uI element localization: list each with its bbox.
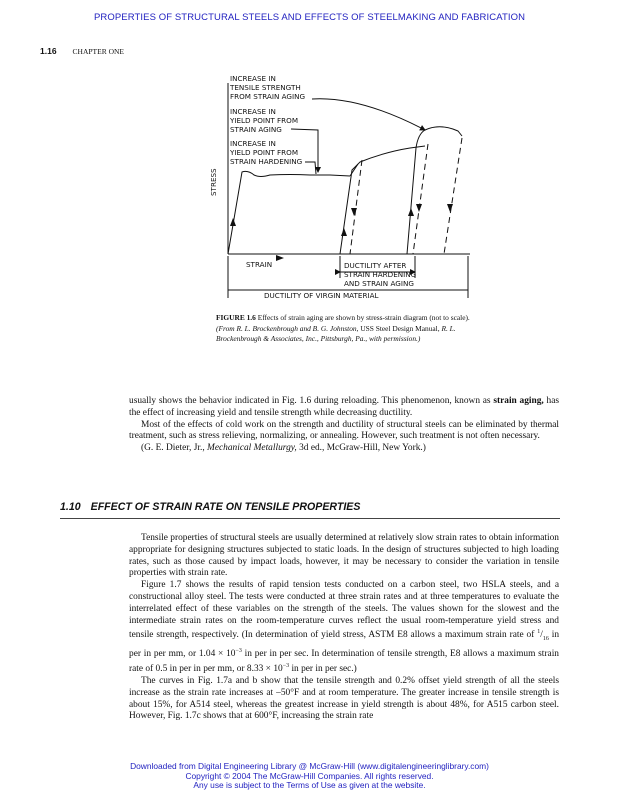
label-yield-hard-2: YIELD POINT FROM (230, 148, 299, 157)
label-ductility-after-2: STRAIN HARDENING (344, 270, 417, 279)
ref-title: Mechanical Metallurgy, (207, 443, 297, 454)
paragraph-cold-work: Most of the effects of cold work on the strength and ductility of structural steels can be eliminated by thermal treatment, such as stress relieving, normalizing, or annealing. However, such treatment is not often necessary. (129, 419, 559, 442)
reference-dieter (129, 443, 559, 455)
unload-line-3 (444, 138, 462, 254)
caption-text: Effects of strain aging are shown by stress-strain diagram (not to scale). (257, 313, 470, 322)
caption-source: (From R. L. Brockenbrough and B. G. Johnston, (216, 323, 359, 333)
virgin-curve (228, 171, 350, 254)
header-banner: PROPERTIES OF STRUCTURAL STEELS AND EFFECTS OF STEELMAKING AND FABRICATION (93, 12, 526, 23)
label-yield-aging-1: INCREASE IN (230, 107, 276, 116)
section-title: EFFECT OF STRAIN RATE ON TENSILE PROPERTIES (90, 501, 361, 513)
page-number: 1.16 (40, 46, 57, 56)
label-tensile-1: INCREASE IN (230, 74, 276, 83)
paragraph-figure-1-7: Figure 1.7 shows the results of rapid tension tests conducted on a carbon steel, two HSLA steels, and a constructional alloy steel. The tests were conducted at three strain rates and at three temperatures to evaluate the interrelated effect of these variables on the strength of the steels. The values shown for the slowest and the intermediate strain rates on the room-temperature curves reflect the usual room-temperature yield stress and tensile strength, respectively. (In determination of yield stress, ASTM E8 allows a maximum strain rate of $^1/_{16}$ in per in per mm, or $1.04 \times 10^{-3}$ in per in per sec. In determination of tensile strength, E8 allows a maximum strain rate of 0.5 in per in per mm, or $8.33 \times 10^{-3}$ in per in per sec.) (129, 580, 560, 675)
reload-curve-1b (350, 164, 358, 176)
body-section-strain-rate (129, 533, 559, 723)
label-yield-aging-3: STRAIN AGING (230, 125, 282, 134)
fraction-denominator: 16 (542, 636, 549, 643)
figure-caption (216, 313, 478, 345)
p2-part-b: in per in per mm, or 1.04 × 10 (129, 630, 560, 660)
label-tensile-2: TENSILE STRENGTH (230, 83, 301, 92)
exponent-2: −3 (282, 663, 290, 670)
p2-part-a: Figure 1.7 shows the results of rapid tension tests conducted on a carbon steel, two HSLA steels, and a constructional alloy steel. The tests were conducted at three strain rates and at three temperatures to evaluate the interrelated effect of these variables on the strength of the steels. The values shown for the slowest and the intermediate strain rates on the room-temperature curves reflect the usual room-temperature yield stress and tensile strength, respectively. (In determination of yield stress, ASTM E8 allows a maximum strain rate of (129, 580, 559, 641)
label-ductility-after-1: DUCTILITY AFTER (344, 261, 407, 270)
label-yield-hard-1: INCREASE IN (230, 139, 276, 148)
p1-start: usually shows the behavior indicated in Fig. 1.6 during reloading. This phenomenon, known as (129, 396, 491, 406)
section-rule (60, 518, 560, 519)
p2-part-d: in per in per sec.) (291, 664, 357, 675)
caption-label: FIGURE 1.6 (216, 313, 256, 322)
ref-end: 3d ed., McGraw-Hill, New York.) (299, 443, 426, 454)
leader-tensile (312, 99, 425, 130)
stress-strain-figure (200, 68, 480, 308)
footer-notice (0, 762, 619, 791)
label-ductility-virgin: DUCTILITY OF VIRGIN MATERIAL (264, 291, 379, 300)
p1-end: has the effect of increasing yield and tensile strength while decreasing ductility. (129, 396, 559, 418)
leader-yield-hard (305, 162, 316, 174)
label-yield-aging-2: YIELD POINT FROM (230, 116, 299, 125)
section-heading (60, 501, 560, 513)
paragraph-strain-rate-intro: Tensile properties of structural steels are usually determined at relatively slow strain rates to obtain information appropriate for designing structures subjected to static loads. In the design of structures subjected to high loading rates, such as those caused by impact loads, however, it may be necessary to consider the variation in tensile properties with strain rate. (129, 533, 559, 579)
label-tensile-3: FROM STRAIN AGING (230, 92, 306, 101)
label-ductility-after-3: AND STRAIN AGING (344, 279, 414, 288)
reload-curve-1 (340, 146, 425, 254)
p2-part-c: in per in per sec. In determination of tensile strength, E8 allows a maximum strain rate of 0.5 in per in per mm, or 8.33 × 10 (129, 649, 559, 675)
section-number: 1.10 (60, 501, 81, 513)
footer-terms[interactable]: Any use is subject to the Terms of Use as given at the website. (193, 780, 426, 791)
footer-download-link[interactable]: Downloaded from Digital Engineering Library @ McGraw-Hill (www.digitalengineeringlibrary.com) (130, 761, 489, 771)
caption-publisher: USS Steel Design Manual, (360, 323, 440, 333)
label-yield-hard-3: STRAIN HARDENING (230, 157, 303, 166)
running-head (40, 46, 124, 56)
paragraph-curves: The curves in Fig. 1.7a and b show that the tensile strength and 0.2% offset yield strength of all the steels increase as the strain rate increases at –50°F and at room temperature. The greater increase in tensile strength is about 15%, for A514 steel, whereas the greatest increase in yield strength is about 48%, for A515 carbon steel. However, Fig. 1.7c shows that at 600°F, increasing the strain rate (129, 676, 559, 722)
term-strain-aging: strain aging, (493, 396, 544, 406)
ref-start: (G. E. Dieter, Jr., (141, 443, 205, 454)
strain-axis-label: STRAIN (246, 260, 273, 269)
chapter-label: CHAPTER ONE (72, 47, 125, 56)
caption-source-2: R. L. Brockenbrough & Associates, Inc., Pittsburgh, Pa., with permission.) (216, 323, 456, 343)
fraction-numerator: 1 (537, 629, 541, 636)
footer-copyright: Copyright © 2004 The McGraw-Hill Companies. All rights reserved. (185, 770, 434, 781)
stress-axis-label: STRESS (209, 168, 218, 196)
exponent-1: −3 (235, 648, 242, 655)
paragraph-strain-aging (129, 396, 559, 420)
body-section-top (129, 396, 559, 455)
